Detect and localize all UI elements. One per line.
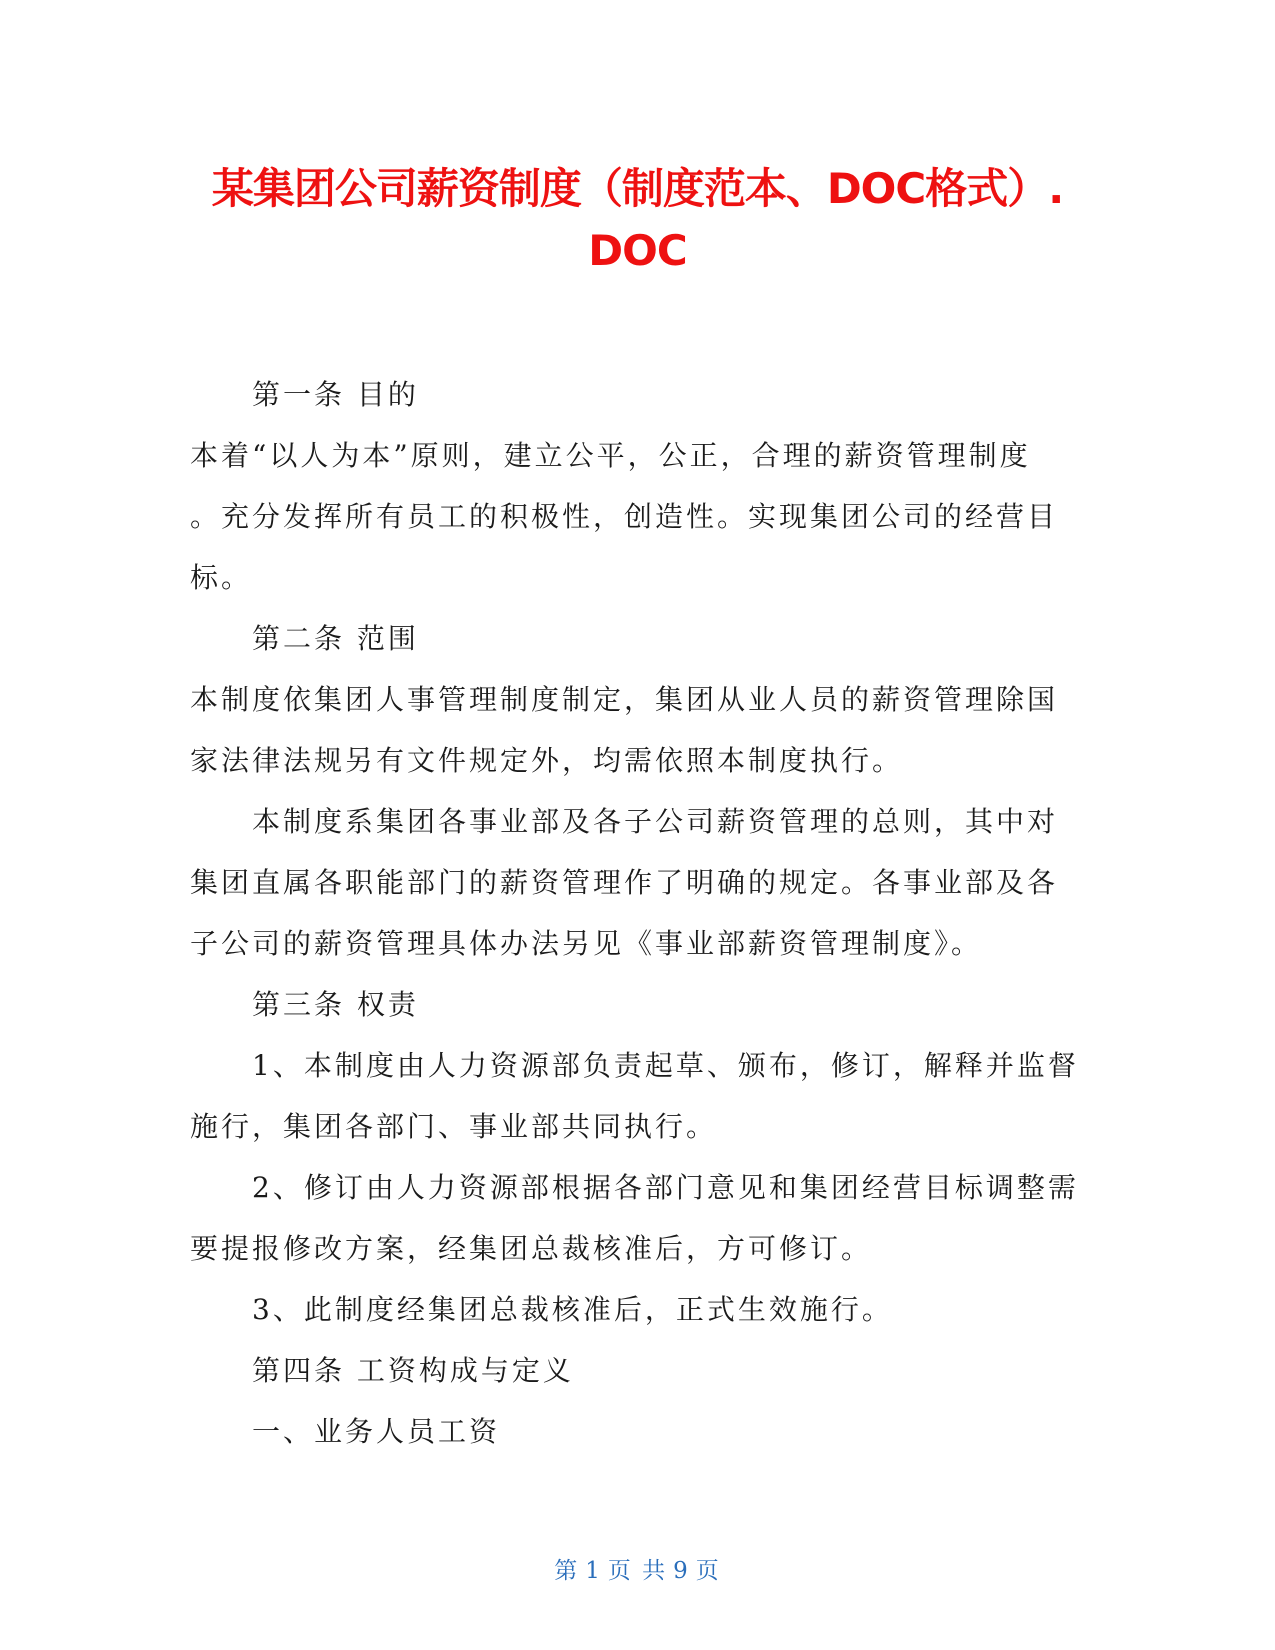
section-heading: 一、业务人员工资 [252, 1415, 501, 1448]
document-title-line-2: DOC [588, 226, 687, 275]
page-footer [0, 1552, 1275, 1585]
list-item-line: 要提报修改方案，经集团总裁核准后，方可修订。 [190, 1232, 873, 1265]
footer-suffix: 页 [695, 1558, 721, 1584]
document-title [150, 158, 1125, 282]
article-heading: 第三条 权责 [252, 988, 419, 1021]
paragraph-line: 本制度系集团各事业部及各子公司薪资管理的总则，其中对 [252, 805, 1059, 838]
paragraph-line: 本着“以人为本”原则，建立公平，公正，合理的薪资管理制度 [190, 439, 1031, 472]
paragraph-line: 家法律法规另有文件规定外，均需依照本制度执行。 [190, 744, 904, 777]
document-body [190, 364, 1090, 1462]
paragraph-line: 。充分发挥所有员工的积极性，创造性。实现集团公司的经营目 [190, 500, 1059, 533]
paragraph-line: 本制度依集团人事管理制度制定，集团从业人员的薪资管理除国 [190, 683, 1059, 716]
list-item-line: 2、修订由人力资源部根据各部门意见和集团经营目标调整需 [252, 1171, 1079, 1204]
paragraph-line: 标。 [190, 561, 253, 594]
total-pages-number: 9 [673, 1558, 690, 1584]
document-title-line-1: 某集团公司薪资制度（制度范本、DOC格式）. [211, 164, 1064, 213]
article-heading: 第四条 工资构成与定义 [252, 1354, 574, 1387]
article-heading: 第二条 范围 [252, 622, 419, 655]
current-page-number: 1 [585, 1558, 602, 1584]
list-item-line: 1、本制度由人力资源部负责起草、颁布，修订，解释并监督 [252, 1049, 1079, 1082]
footer-middle: 页 共 [607, 1558, 668, 1584]
paragraph-line: 集团直属各职能部门的薪资管理作了明确的规定。各事业部及各 [190, 866, 1059, 899]
list-item-line: 3、此制度经集团总裁核准后，正式生效施行。 [252, 1293, 893, 1326]
article-heading: 第一条 目的 [252, 378, 419, 411]
list-item-line: 施行，集团各部门、事业部共同执行。 [190, 1110, 718, 1143]
paragraph-line: 子公司的薪资管理具体办法另见《事业部薪资管理制度》。 [190, 927, 983, 960]
footer-prefix: 第 [554, 1558, 580, 1584]
